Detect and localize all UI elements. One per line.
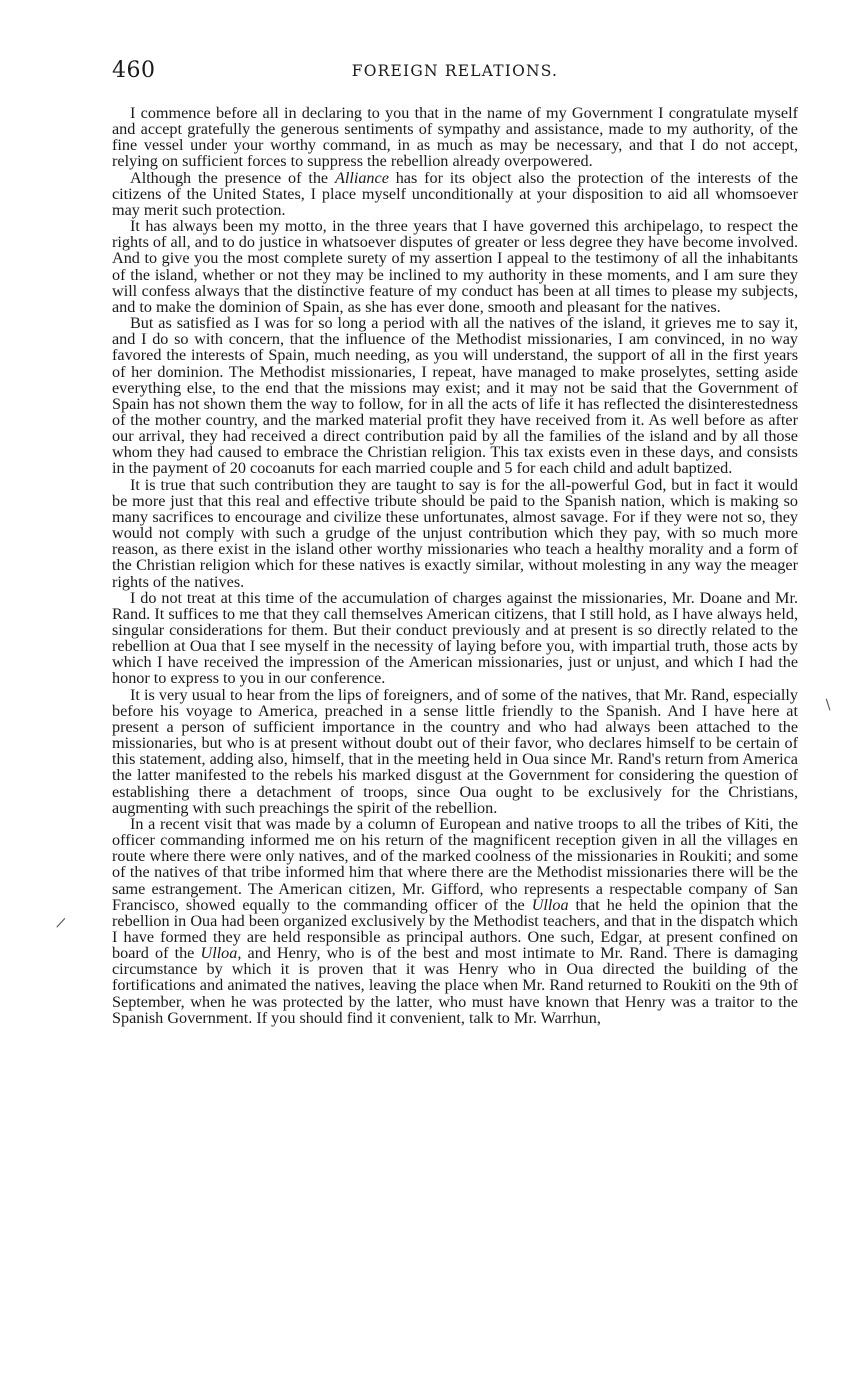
italic-text: Ulloa [531, 895, 569, 914]
running-head: FOREIGN RELATIONS. [351, 62, 559, 80]
margin-stroke: / [821, 697, 835, 713]
paragraph [112, 105, 798, 170]
paragraph-text: and Henry, who is of the best and most intimate to Mr. Rand. There is damaging circumstance by which it is proven that it was Henry who in Oua directed the building of the fortifications and animated the natives, leaving the place when Mr. Rand returned to Roukiti on the 9th of September, when he was protected by the latter, who must have known that Henry was a traitor to the Spanish Government. If you should find it convenient, talk to Mr. Warrhun, [112, 944, 798, 1027]
paragraph [112, 816, 798, 1026]
paragraph-text: It is true that such contribution they are taught to say is for the all-powerful God, but in fact it would be more just that this real and effective tribute should be paid to the Spanish nation, which is making so many sacrifices to encourage and civilize these unfortunates, almost savage. For if they were not so, they would not comply with such a grudge of the unjust contribution which they pay, with so much more reason, as there exist in the island other worthy missionaries who teach a healthy morality and a form of the Christian religion which for these natives is exactly similar, without molesting in any way the meager rights of the natives. [112, 475, 798, 591]
paragraph-text: But as satisfied as I was for so long a period with all the natives of the island, it grieves me to say it, and I do so with concern, that the influence of the Methodist missionaries, I am convinced, in no way favored the interests of Spain, much needing, as you will understand, the support of all in the first years of her dominion. The Methodist missionaries, I repeat, have managed to make proselytes, setting aside everything else, to the end that the missions may exist; and it may not be said that the Government of Spain has not shown them the way to follow, for in all the acts of life it has reflected the disinterestedness of the mother country, and the marked material profit they have received from it. As well before as after our arrival, they had received a direct contribution paid by all the families of the island and by all those whom they had caused to embrace the Christian religion. This tax exists even in these days, and consists in the payment of 20 cocoanuts for each married couple and 5 for each child and adult baptized. [112, 314, 798, 478]
paragraph [112, 590, 798, 687]
paragraph-text: that he held the opinion that the rebellion in Oua had been organized exclusively by the Methodist teachers, and that in the dispatch which I have formed they are held responsible as principal authors. One such, Edgar, at present confined on board of the [112, 895, 798, 963]
paragraph-text: Although the presence of the [130, 168, 335, 187]
paragraph-text: In a recent visit that was made by a column of European and native troops to all the tribes of Kiti, the officer commanding informed me on his return of the magnificent reception given in all the villages en route where there were only natives, and of the marked coolness of the missionaries in Roukiti; and some of the natives of that tribe informed him that where there are the Methodist missionaries there will be the same estrangement. The American citizen, Mr. Gifford, who represents a respectable company of San Francisco, showed equally to the commanding officer of the [112, 814, 798, 914]
paragraph [112, 477, 798, 590]
italic-text: Ulloa, [200, 944, 242, 963]
paragraph [112, 170, 798, 218]
page-number: 460 [112, 58, 156, 83]
body-text [112, 105, 798, 1026]
paragraph [112, 218, 798, 315]
paragraph-text: I do not treat at this time of the accumulation of charges against the missionaries, Mr. Doane and Mr. Rand. It suffices to me that they call themselves American citizens, that I still hold, as I have always held, singular considerations for them. But their conduct previously and at present is so directly related to the rebellion at Oua that I see myself in the necessity of laying before you, with impartial truth, those acts by which I have received the impression of the American missionaries, just or unjust, and which I had the honor to express to you in our conference. [112, 588, 798, 688]
page-header [112, 58, 798, 86]
italic-text: Alliance [334, 168, 389, 187]
margin-stroke: \ [52, 916, 69, 930]
paragraph-text: has for its object also the protection of the interests of the citizens of the United States, I place myself unconditionally at your disposition to aid all whomsoever may merit such protection. [112, 168, 799, 219]
paragraph [112, 315, 798, 477]
paragraph-text: I commence before all in declaring to you that in the name of my Government I congratulate myself and accept gratefully the generous sentiments of sympathy and assistance, made to my authority, of the fine vessel under your worthy command, in as much as may be necessary, and that I do not accept, relying on sufficient forces to suppress the rebellion already overpowered. [112, 104, 798, 171]
paragraph [112, 687, 798, 816]
paragraph-text: It is very usual to hear from the lips of foreigners, and of some of the natives, that Mr. Rand, especially before his voyage to America, preached in a sense little friendly to the Spanish. And I have here at present a person of sufficient importance in the country and who had always been attached to the missionaries, but who is at present without doubt out of their favor, who declares himself to be certain of this statement, adding also, himself, that in the meeting held in Oua since Mr. Rand's return from America the latter manifested to the rebels his marked disgust at the Government for considering the question of establishing there a detachment of troops, since Oua ought to be exclusively for the Christians, augmenting with such preachings the spirit of the rebellion. [112, 685, 798, 817]
paragraph-text: It has always been my motto, in the three years that I have governed this archipelago, to respect the rights of all, and to do justice in whatsoever disputes of greater or less degree they have become involved. And to give you the most complete surety of my assertion I appeal to the testimony of all the inhabitants of the island, whether or not they may be inclined to my authority in these moments, and I am sure they will confess always that the distinctive feature of my conduct has been at all times to please my subjects, and to make the dominion of Spain, as she has ever done, smooth and pleasant for the natives. [112, 217, 798, 316]
